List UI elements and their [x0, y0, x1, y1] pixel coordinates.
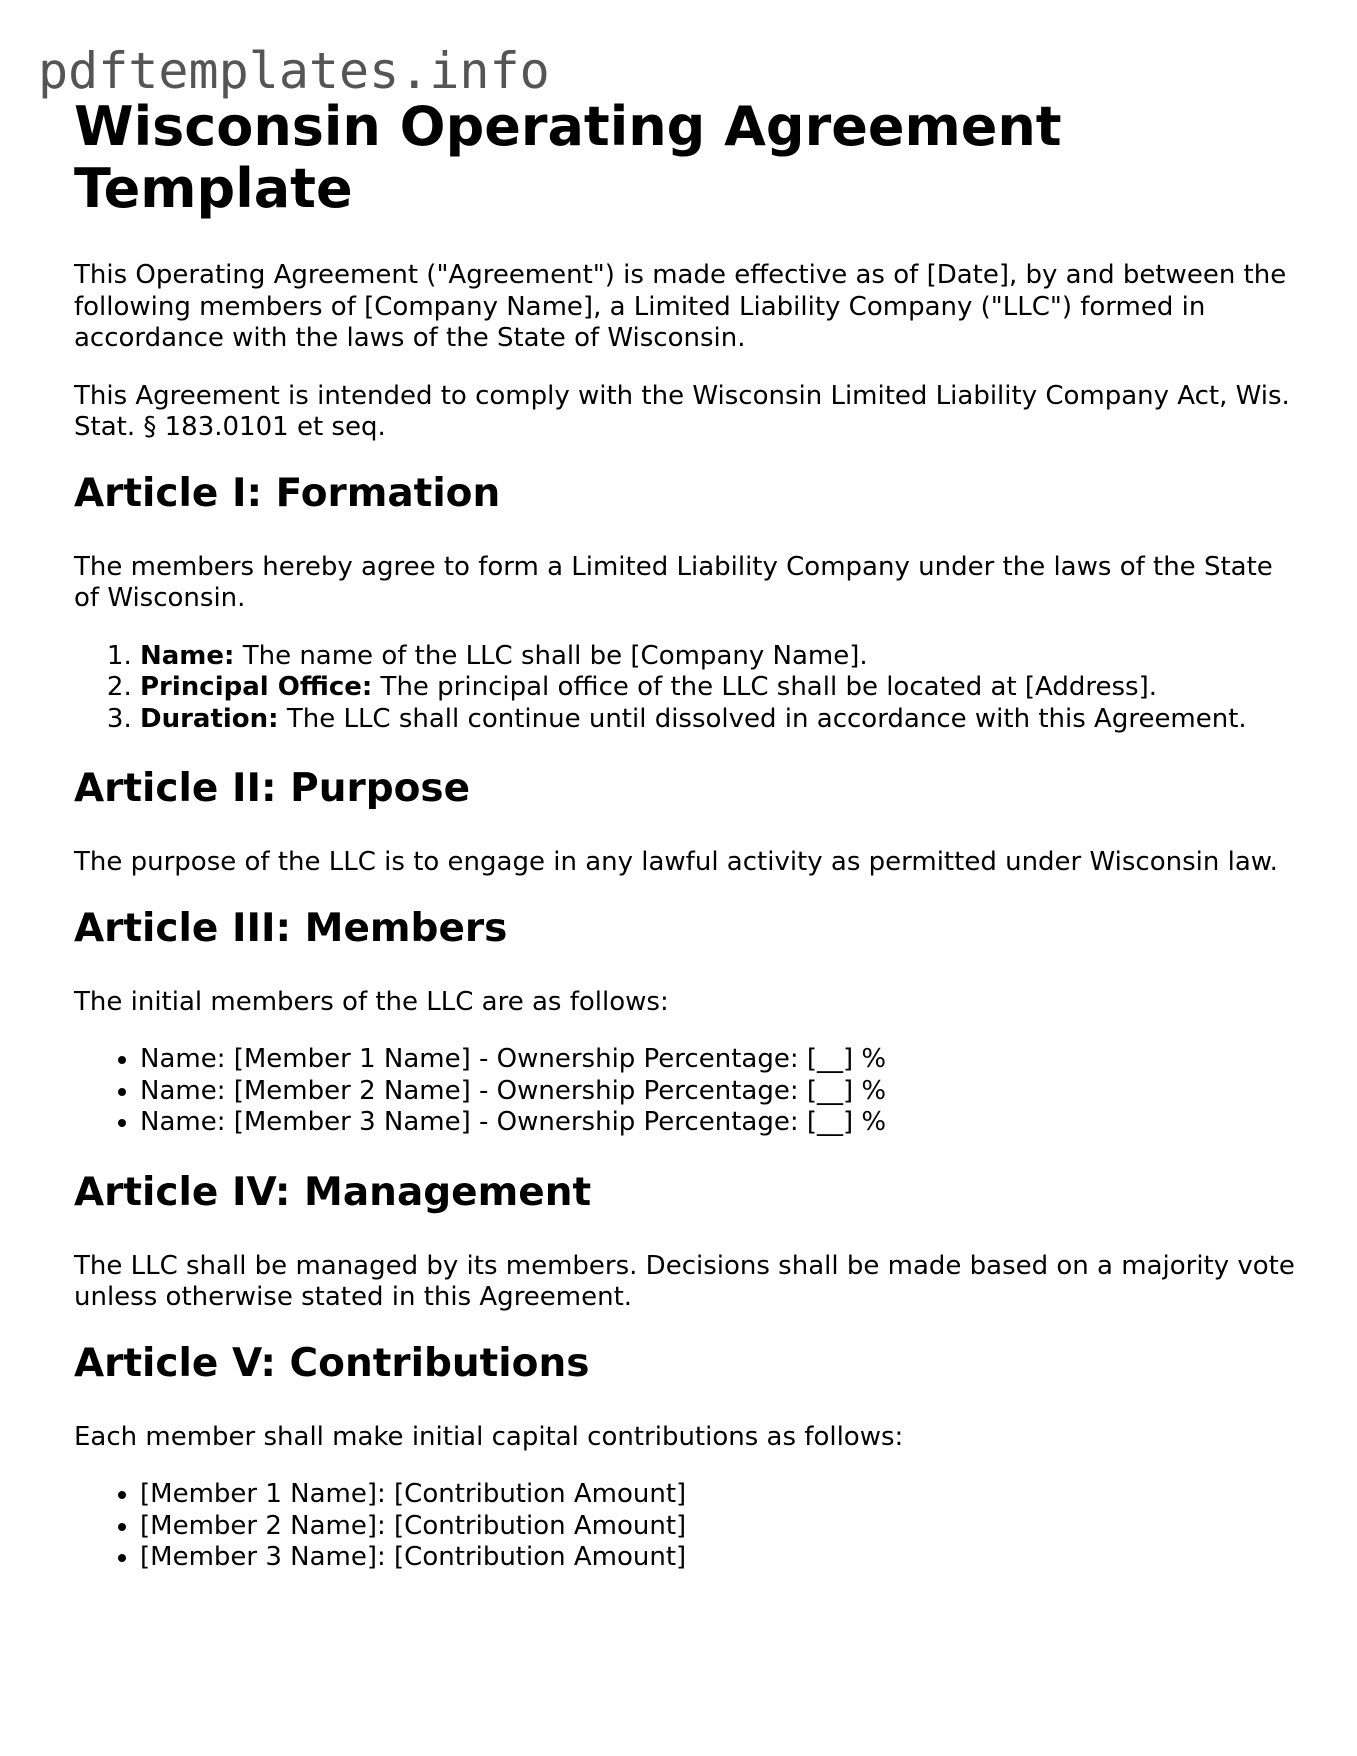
list-item: • [Member 1 Name]: [Contribution Amount]: [140, 1479, 1304, 1511]
article-4-heading: Article IV: Management: [74, 1169, 592, 1215]
list-item: [140, 704, 1304, 736]
article-3-text: The initial members of the LLC are as follows:: [74, 986, 669, 1017]
list-item: [140, 672, 1304, 704]
list-item: • Name: [Member 3 Name] - Ownership Percentage: [__] %: [140, 1107, 1304, 1139]
article-2-text: The purpose of the LLC is to engage in any lawful activity as permitted under Wisconsin law.: [74, 847, 1278, 877]
members-list: [74, 1044, 1304, 1139]
article-4-text: The LLC shall be managed by its members. Decisions shall be made based on a majority vote unless otherwise stated in this Agreement.: [74, 1250, 1295, 1312]
list-item: • Name: [Member 1 Name] - Ownership Percentage: [__] %: [140, 1044, 1304, 1076]
article-5-text: Each member shall make initial capital contributions as follows:: [74, 1421, 904, 1452]
watermark-text: pdftemplates.info: [38, 42, 550, 100]
article-1-heading: Article I: Formation: [74, 470, 501, 516]
list-item: • [Member 2 Name]: [Contribution Amount]: [140, 1511, 1304, 1543]
contributions-list: [74, 1479, 1304, 1574]
intro-paragraph: This Operating Agreement ("Agreement") is made effective as of [Date], by and between the following members of [Company Name], a Limited Liability Company ("LLC") formed in accordance with the laws of the State of Wisconsin.: [74, 260, 1287, 353]
formation-list: [74, 641, 1304, 736]
article-1-text: The members hereby agree to form a Limited Liability Company under the laws of the State of Wisconsin.: [74, 551, 1273, 613]
list-item-text: The name of the LLC shall be [Company Name].: [234, 640, 868, 671]
list-item: • Name: [Member 2 Name] - Ownership Percentage: [__] %: [140, 1076, 1304, 1108]
list-item-text: The LLC shall continue until dissolved in accordance with this Agreement.: [278, 703, 1247, 734]
list-item-label: Duration:: [140, 703, 279, 734]
article-3-heading: Article III: Members: [74, 905, 508, 951]
document-title: Wisconsin Operating Agreement Template: [74, 95, 1062, 220]
document-body: [74, 96, 1304, 1604]
article-2-heading: Article II: Purpose: [74, 766, 471, 811]
list-item: [140, 641, 1304, 673]
list-item-label: Name:: [140, 640, 235, 671]
list-item-label: Principal Office:: [140, 672, 373, 702]
list-item: • [Member 3 Name]: [Contribution Amount]: [140, 1542, 1304, 1574]
intro-paragraph: This Agreement is intended to comply with the Wisconsin Limited Liability Company Act, Wis. Stat. § 183.0101 et seq.: [74, 380, 1290, 442]
article-5-heading: Article V: Contributions: [74, 1340, 590, 1386]
list-item-text: The principal office of the LLC shall be located at [Address].: [372, 672, 1158, 702]
